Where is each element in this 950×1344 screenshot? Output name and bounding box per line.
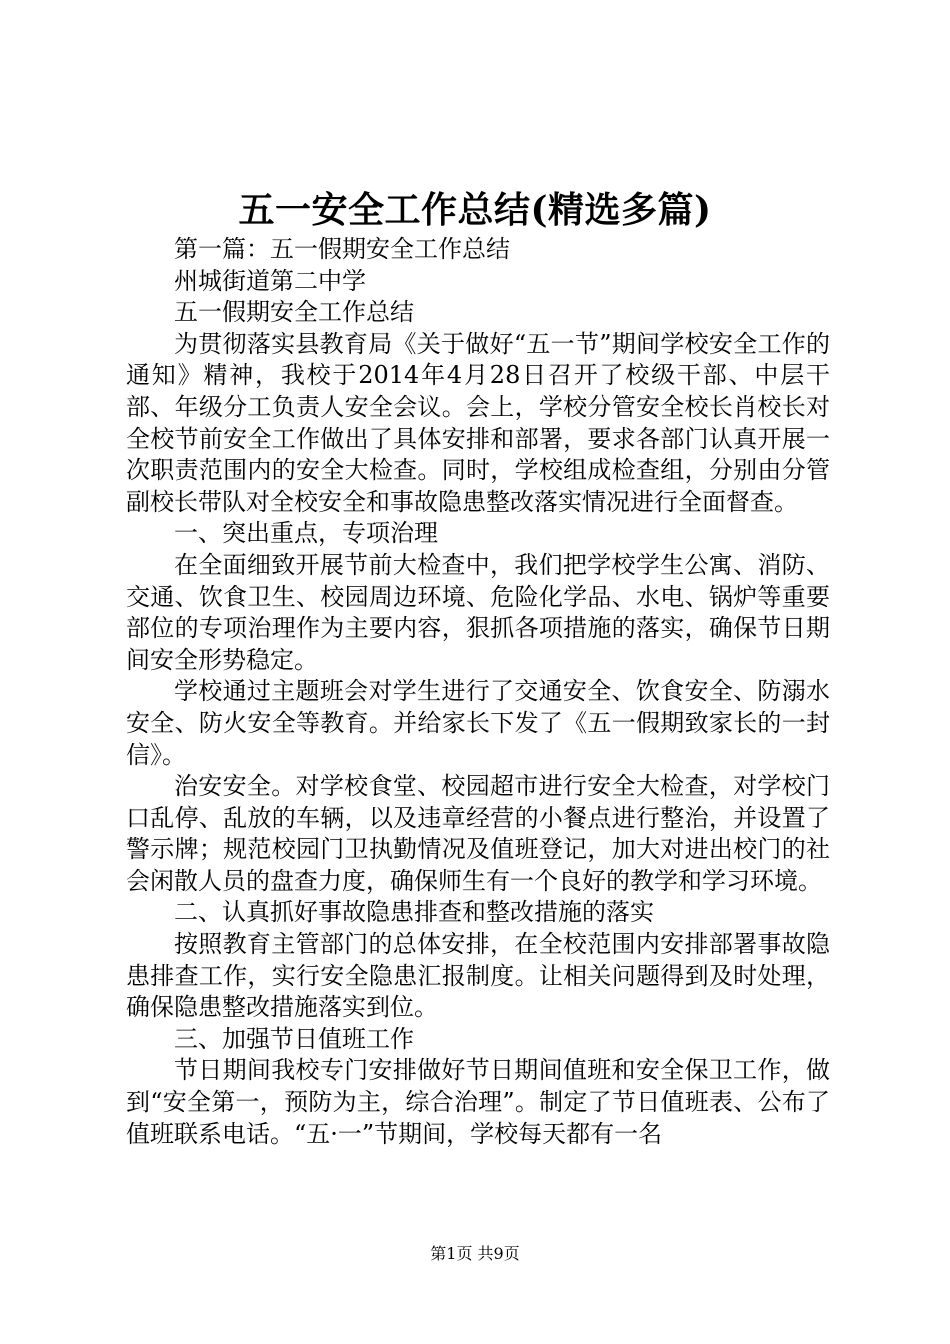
paragraph: 学校通过主题班会对学生进行了交通安全、饮食安全、防溺水安全、防火安全等教育。并给家长下发了《五一假期致家长的一封信》。 <box>126 677 830 769</box>
page-footer: 第1页 共9页 <box>430 1244 520 1263</box>
paragraph: 在全面细致开展节前大检查中，我们把学校学生公寓、消防、交通、饮食卫生、校园周边环境、危险化学品、水电、锅炉等重要部位的专项治理作为主要内容，狠抓各项措施的落实，确保节日期间安全形势稳定。 <box>126 550 830 674</box>
document-body <box>126 234 830 1150</box>
paragraph: 治安安全。对学校食堂、校园超市进行安全大检查，对学校门口乱停、乱放的车辆，以及违章经营的小餐点进行整治，并设置了警示牌；规范校园门卫执勤情况及值班登记，加大对进出校门的社会闲散人员的盘查力度，确保师生有一个良好的教学和学习环境。 <box>126 772 830 895</box>
paragraph: 节日期间我校专门安排做好节日期间值班和安全保卫工作，做到“安全第一，预防为主，综合治理”。制定了节日值班表、公布了值班联系电话。“五·一”节期间，学校每天都有一名 <box>126 1056 830 1148</box>
section-heading: 二、认真抓好事故隐患排查和整改措施的落实 <box>174 898 654 927</box>
section-heading: 一、突出重点，专项治理 <box>174 519 438 548</box>
section-heading: 三、加强节日值班工作 <box>174 1024 414 1053</box>
paragraph: 第一篇：五一假期安全工作总结 <box>174 235 510 263</box>
paragraph: 州城街道第二中学 <box>174 266 366 295</box>
paragraph: 按照教育主管部门的总体安排，在全校范围内安排部署事故隐患排查工作，实行安全隐患汇报制度。让相关问题得到及时处理，确保隐患整改措施落实到位。 <box>126 930 830 1022</box>
paragraph: 为贯彻落实县教育局《关于做好“五一节”期间学校安全工作的通知》精神，我校于2014年4月28日召开了校级干部、中层干部、年级分工负责人安全会议。会上，学校分管安全校长肖校长对全校节前安全工作做出了具体安排和部署，要求各部门认真开展一次职责范围内的安全大检查。同时，学校组成检查组，分别由分管副校长带队对全校安全和事故隐患整改落实情况进行全面督查。 <box>126 329 830 516</box>
paragraph: 五一假期安全工作总结 <box>174 298 414 327</box>
document-title: 五一安全工作总结(精选多篇) <box>238 189 712 231</box>
